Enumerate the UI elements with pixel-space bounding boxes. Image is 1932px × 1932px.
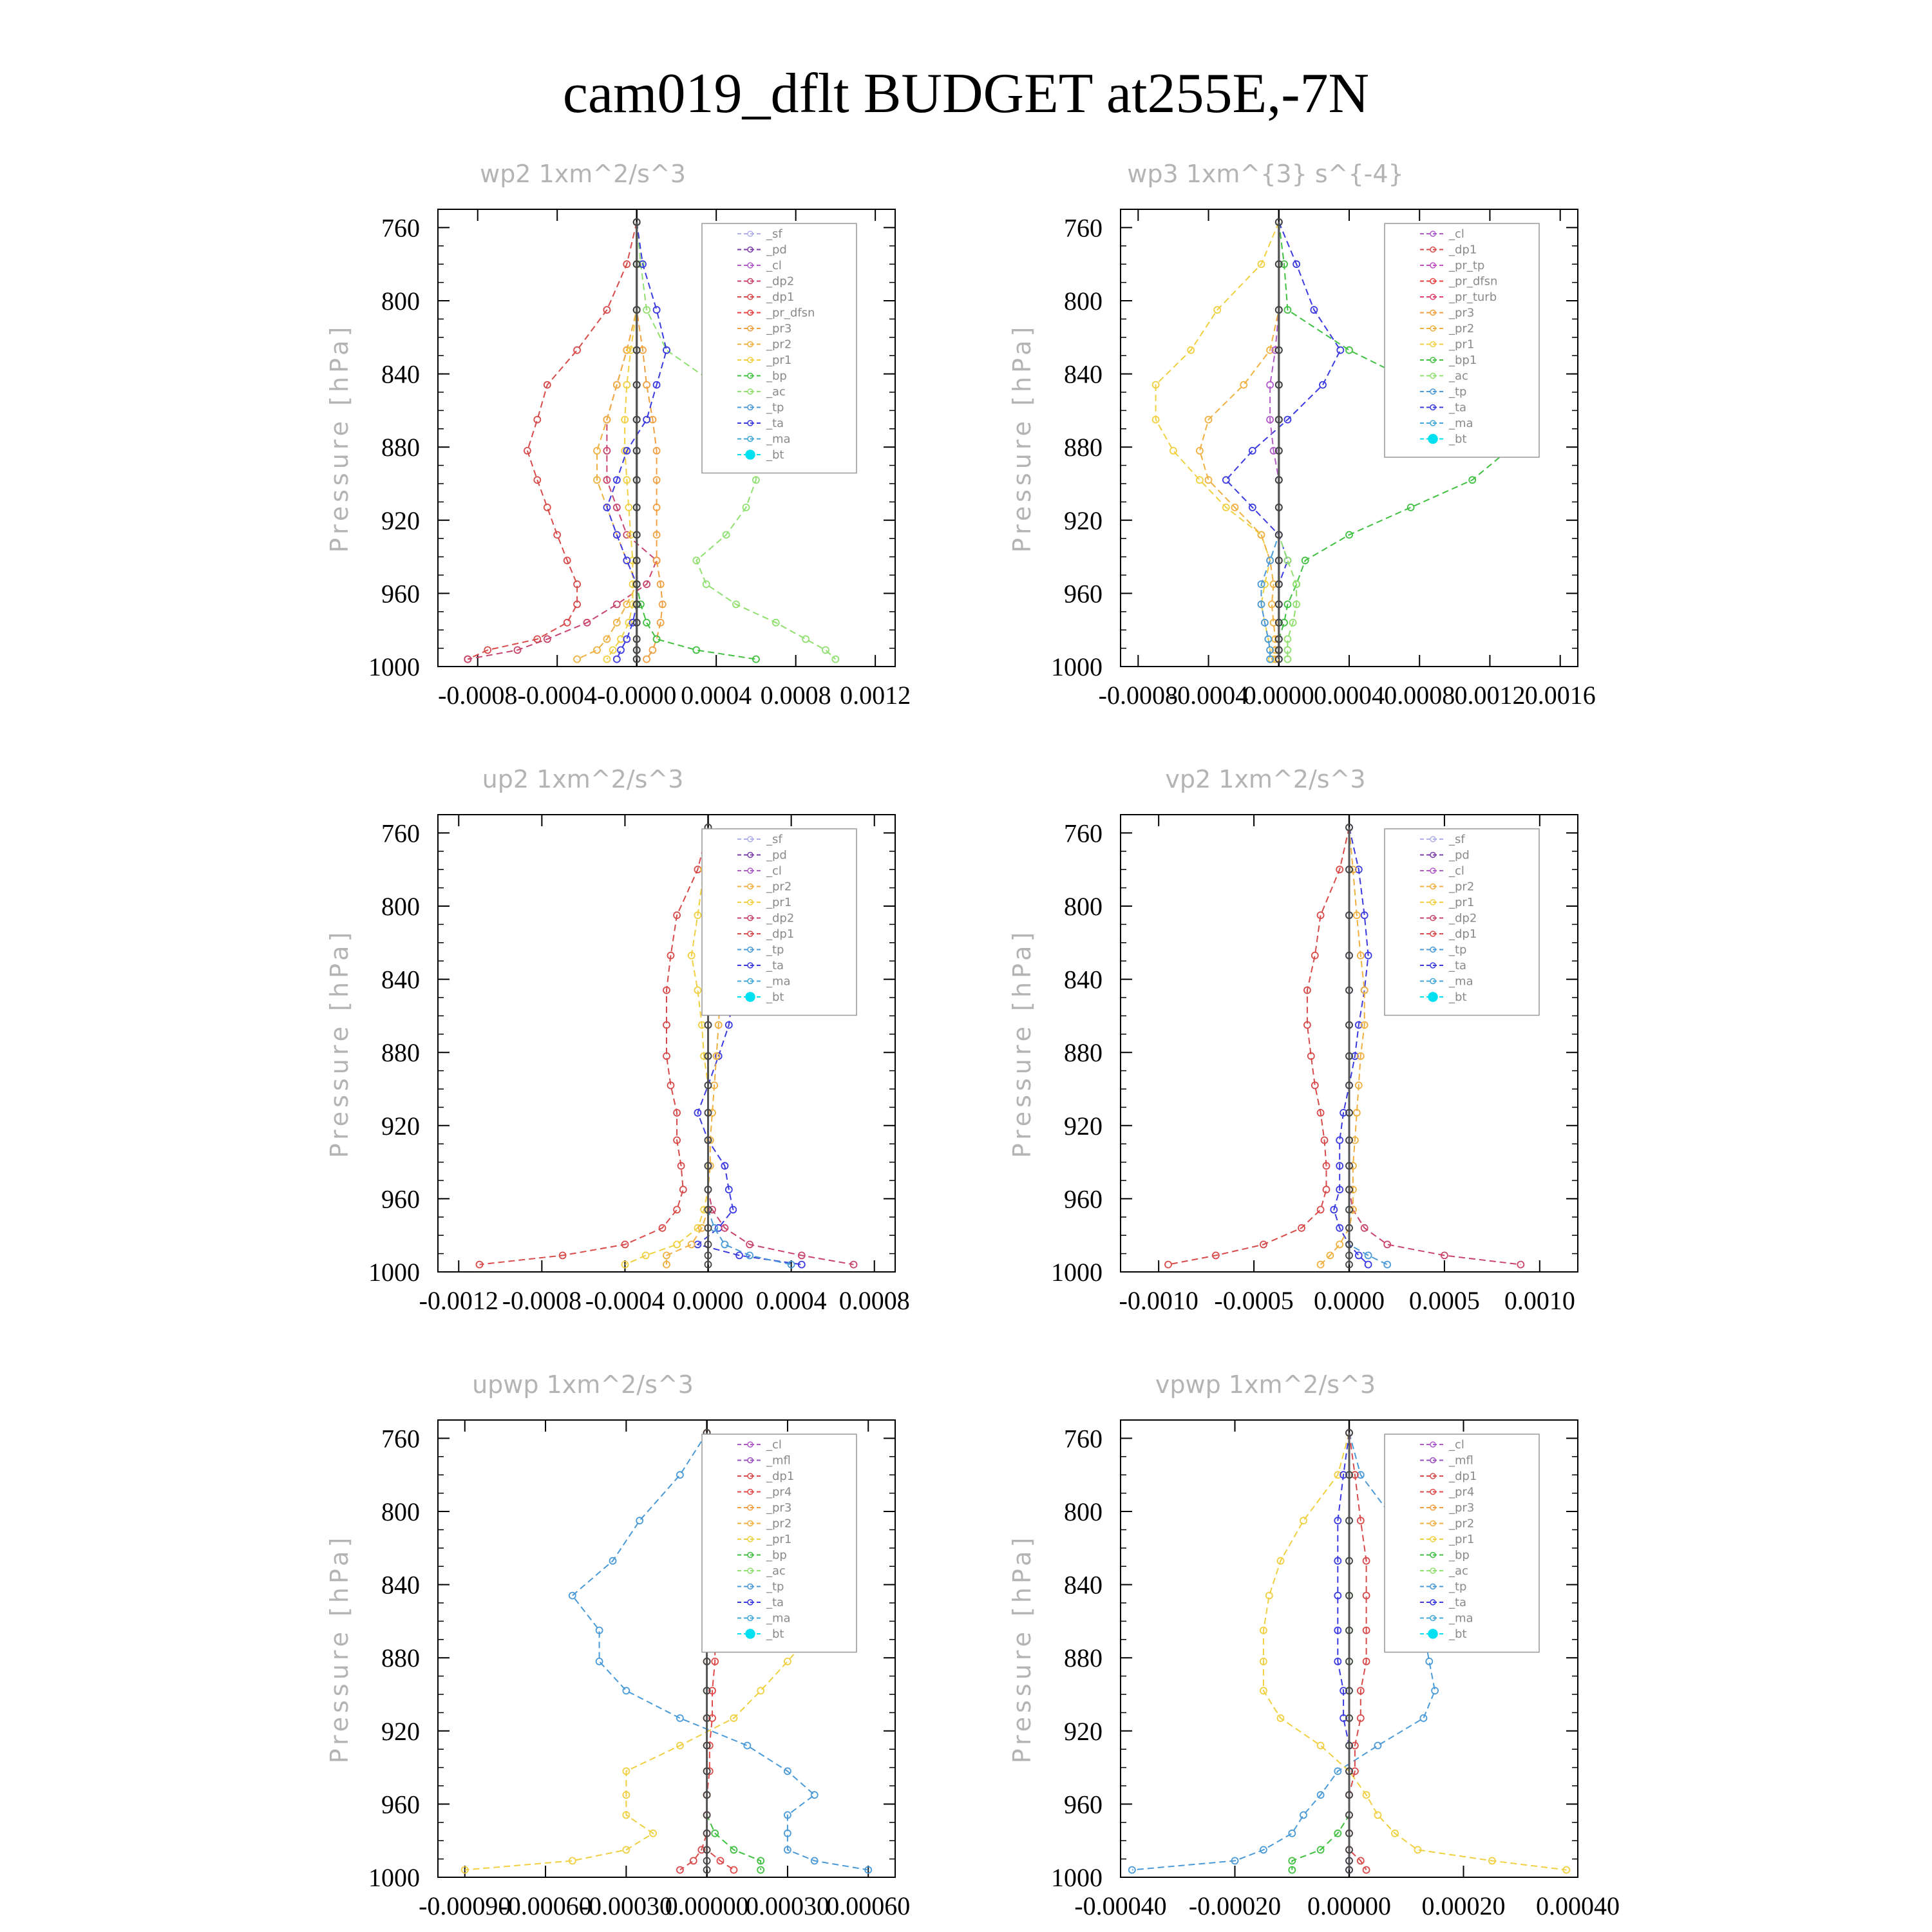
legend-labelpr1: _pr1 [1449, 1533, 1475, 1546]
legend-labelpr1: _pr1 [1449, 337, 1475, 352]
wp3-pointpr1 [1170, 448, 1177, 454]
vpwp-ytick-label: 800 [1064, 1497, 1103, 1526]
wp2-ytick-label: 960 [381, 579, 420, 609]
legend-labelpr1: _pr1 [1449, 896, 1475, 909]
legend-labelta: _ta [1449, 959, 1467, 972]
legend-labelpr3: _pr3 [766, 1501, 792, 1515]
vp2-series-linepr2 [1321, 828, 1365, 1265]
wp2-pointdp2 [614, 601, 620, 607]
up2-ytick-label: 880 [381, 1038, 420, 1068]
upwp-pointtp [677, 1472, 683, 1478]
legend-labelcl: _cl [1449, 227, 1464, 241]
vpwp-pointpr1 [1300, 1517, 1307, 1524]
legend-labelma: _ma [1449, 417, 1473, 430]
vpwp-pointtp [1289, 1830, 1295, 1837]
legend-labelpr2: _pr2 [1449, 880, 1475, 894]
wp3-pointac [1284, 557, 1291, 564]
wp3-ytick-label: 800 [1064, 287, 1103, 316]
legend-labelsf: _sf [766, 227, 782, 241]
panel-vp2 [985, 760, 1662, 1327]
wp3-pointpr2 [1206, 477, 1212, 483]
legend-labelbt: _bt [1449, 990, 1467, 1004]
legend-labelta: _ta [766, 1596, 784, 1609]
wp2-pointdp1 [564, 620, 571, 626]
wp3-pointta [1337, 347, 1343, 354]
upwp-ytick-label: 840 [381, 1570, 420, 1600]
wp2-pointta [618, 647, 624, 653]
up2-xtick-label: -0.0012 [419, 1286, 498, 1315]
legend-labelpr-dfsn: _pr_dfsn [1449, 274, 1498, 289]
wp3-pointpr1 [1197, 477, 1203, 483]
legend-labelta: _ta [1449, 1596, 1467, 1609]
upwp-pointpr1 [757, 1687, 764, 1694]
legend-labelta: _ta [1449, 401, 1467, 415]
legend-labelpr2: _pr2 [1449, 322, 1475, 336]
up2-pointpr1 [674, 1241, 680, 1247]
upwp-pointdp1 [677, 1867, 683, 1873]
wp2-ytick-label: 880 [381, 433, 420, 462]
vpwp-title: vpwp 1xm^2/s^3 [1155, 1370, 1376, 1399]
legend-labelta: _ta [766, 417, 784, 430]
up2-ytick-label: 1000 [368, 1258, 420, 1287]
upwp-pointpr4 [730, 1867, 737, 1873]
legend-labelbt: _bt [766, 448, 784, 462]
vpwp-xtick-label: 0.00020 [1421, 1891, 1506, 1920]
wp3-ytick-label: 880 [1064, 433, 1103, 462]
upwp-ytick-label: 920 [381, 1716, 420, 1746]
legend-labelbt: _bt [1449, 1627, 1467, 1641]
panel-upwp [303, 1365, 979, 1932]
vp2-title: vp2 1xm^2/s^3 [1165, 765, 1366, 793]
legend-labelbp: _bp [766, 1548, 787, 1562]
vp2-ytick-label: 880 [1064, 1038, 1103, 1068]
upwp-pointtp [811, 1792, 818, 1798]
upwp-pointtp [677, 1715, 683, 1721]
wp2-ytick-label: 1000 [368, 652, 420, 681]
upwp-ytick-label: 1000 [368, 1863, 420, 1892]
legend-labelma: _ma [766, 1611, 791, 1625]
vpwp-xtick-label: 0.00000 [1307, 1891, 1391, 1920]
vp2-ytick-label: 1000 [1051, 1258, 1103, 1287]
legend-labelpr2: _pr2 [1449, 1517, 1475, 1531]
wp2-pointta [654, 307, 660, 313]
wp2-pointpr2 [574, 656, 580, 663]
legend-labelbt: _bt [766, 990, 784, 1004]
legend-markerbt [1428, 992, 1437, 1001]
vpwp-pointpr1 [1374, 1812, 1381, 1818]
up2-xtick-label: 0.0008 [838, 1286, 910, 1315]
legend-labelpd: _pd [766, 848, 787, 862]
wp3-series-linecl [1270, 222, 1279, 659]
legend-labelac: _ac [1449, 1564, 1468, 1578]
legend-labelpr2: _pr2 [766, 1517, 792, 1531]
legend-labelpr2: _pr2 [766, 337, 792, 352]
legend-labelma: _ma [1449, 974, 1473, 989]
upwp-pointbp [757, 1867, 764, 1873]
upwp-xtick-label: 0.00000 [665, 1891, 749, 1920]
wp3-xtick-label: 0.0008 [1384, 681, 1455, 710]
wp3-ytick-label: 760 [1064, 213, 1103, 243]
up2-ytick-label: 960 [381, 1184, 420, 1214]
up2-ylabel: Pressure [hPa] [325, 928, 354, 1159]
wp2-xtick-label: 0.0004 [681, 681, 752, 710]
vpwp-ylabel: Pressure [hPa] [1008, 1533, 1036, 1764]
legend-labelpd: _pd [766, 243, 787, 257]
vp2-ytick-label: 920 [1064, 1111, 1103, 1141]
legend-labelpr-dfsn: _pr_dfsn [766, 306, 815, 320]
legend-labelma: _ma [1449, 1611, 1473, 1625]
wp3-ylabel: Pressure [hPa] [1008, 323, 1036, 553]
legend-labelpr3: _pr3 [1449, 306, 1475, 320]
legend-markerbt [746, 450, 755, 459]
legend-labelpr2: _pr2 [766, 880, 792, 894]
upwp-xtick-label: -0.00090 [419, 1891, 511, 1920]
vpwp-series-linedp1 [1349, 1433, 1367, 1870]
wp2-ytick-label: 920 [381, 506, 420, 535]
up2-title: up2 1xm^2/s^3 [482, 765, 684, 793]
legend-labelma: _ma [766, 974, 791, 989]
vp2-pointta [1365, 1262, 1372, 1268]
upwp-ytick-label: 800 [381, 1497, 420, 1526]
legend-labelac: _ac [1449, 369, 1468, 383]
wp3-ytick-label: 1000 [1051, 652, 1103, 681]
vpwp-xtick-label: -0.00020 [1188, 1891, 1282, 1920]
vp2-xtick-label: 0.0010 [1504, 1286, 1575, 1315]
wp3-pointta [1249, 448, 1256, 454]
wp3-ytick-label: 920 [1064, 506, 1103, 535]
vpwp-ytick-label: 760 [1064, 1424, 1103, 1454]
wp2-pointta [614, 656, 620, 663]
vpwp-pointdp1 [1363, 1867, 1370, 1873]
up2-pointdp1 [674, 1206, 680, 1213]
wp3-series-lineta [1226, 222, 1341, 659]
wp2-pointac [822, 647, 829, 653]
wp3-pointbp1 [1408, 504, 1414, 511]
legend-labelcl: _cl [1449, 1438, 1464, 1452]
vp2-ylabel: Pressure [hPa] [1008, 928, 1036, 1159]
wp3-xtick-label: -0.0008 [1098, 681, 1178, 710]
legend-labelpr1: _pr1 [766, 354, 792, 367]
wp2-series-linedp2 [468, 222, 656, 659]
wp3-xtick-label: 0.0016 [1524, 681, 1596, 710]
legend-labeldp2: _dp2 [766, 274, 795, 289]
legend-labeldp1: _dp1 [1449, 243, 1477, 257]
legend-labeltp: _tp [766, 1580, 784, 1594]
panel-vpwp [985, 1365, 1662, 1932]
vp2-ytick-label: 960 [1064, 1184, 1103, 1214]
upwp-pointpr1 [784, 1658, 791, 1665]
upwp-pointtp [569, 1593, 576, 1599]
wp2-pointdp1 [574, 347, 580, 354]
legend-labelbp: _bp [1449, 1548, 1470, 1562]
upwp-pointtp [596, 1658, 603, 1665]
legend-labelpr1: _pr1 [766, 896, 792, 909]
upwp-xtick-label: 0.00030 [745, 1891, 829, 1920]
vpwp-ytick-label: 840 [1064, 1570, 1103, 1600]
legend-labelmfl: _mfl [1449, 1454, 1473, 1468]
up2-series-linedp1 [480, 828, 708, 1265]
vpwp-pointtp [1420, 1715, 1426, 1721]
vpwp-xtick-label: -0.00040 [1074, 1891, 1167, 1920]
wp2-pointdp1 [554, 532, 560, 538]
upwp-pointtp [744, 1743, 750, 1749]
legend-labelbt: _bt [1449, 432, 1467, 446]
figure-title: cam019_dflt BUDGET at255E,-7N [562, 62, 1370, 125]
up2-xtick-label: -0.0008 [502, 1286, 582, 1315]
upwp-pointtp [623, 1687, 629, 1694]
wp2-pointdp1 [544, 504, 551, 511]
wp3-xtick-label: 0.0000 [1243, 681, 1314, 710]
legend-labeltp: _tp [1449, 1580, 1467, 1594]
wp3-xtick-label: -0.0004 [1168, 681, 1249, 710]
up2-ytick-label: 920 [381, 1111, 420, 1141]
legend-labelcl: _cl [766, 259, 782, 272]
upwp-pointtp [636, 1517, 643, 1524]
vp2-ytick-label: 800 [1064, 892, 1103, 921]
up2-xtick-label: -0.0004 [585, 1286, 665, 1315]
vp2-pointdp1 [1165, 1262, 1171, 1268]
upwp-ytick-label: 960 [381, 1790, 420, 1819]
legend-labeldp1: _dp1 [766, 1470, 795, 1483]
vp2-series-linedp1 [1168, 828, 1349, 1265]
wp2-ytick-label: 800 [381, 287, 420, 316]
vp2-pointta [1356, 1252, 1362, 1258]
up2-pointdp1 [680, 1186, 687, 1193]
legend-labelbt: _bt [766, 1627, 784, 1641]
legend-labelsf: _sf [1449, 833, 1465, 846]
wp2-pointpr2 [594, 448, 600, 454]
up2-ytick-label: 760 [381, 819, 420, 848]
upwp-xtick-label: -0.00030 [580, 1891, 673, 1920]
upwp-ytick-label: 880 [381, 1643, 420, 1673]
legend-labelpr3: _pr3 [766, 322, 792, 336]
vpwp-xtick-label: 0.00040 [1536, 1891, 1620, 1920]
wp3-series-lineac [1279, 222, 1296, 659]
legend-markerbt [746, 1629, 755, 1638]
wp2-pointpr3 [649, 647, 656, 653]
wp2-xtick-label: -0.0000 [597, 681, 677, 710]
legend-labelpd: _pd [1449, 848, 1470, 862]
legend-labelpr4: _pr4 [1449, 1485, 1475, 1499]
legend-labeltp: _tp [1449, 943, 1467, 957]
legend-labeltp: _tp [766, 943, 784, 957]
panel-wp2 [303, 155, 979, 721]
vp2-pointdp1 [1318, 1206, 1324, 1213]
legend-labelbp: _bp [766, 369, 787, 383]
up2-xtick-label: 0.0004 [755, 1286, 827, 1315]
legend-labelpr3: _pr3 [1449, 1501, 1475, 1515]
panel-wp3 [985, 155, 1662, 721]
vp2-ytick-label: 760 [1064, 819, 1103, 848]
wp3-xtick-label: 0.0012 [1454, 681, 1526, 710]
wp2-pointpr2 [594, 647, 600, 653]
up2-ytick-label: 800 [381, 892, 420, 921]
legend-labelac: _ac [766, 1564, 786, 1578]
legend-labeldp1: _dp1 [766, 927, 795, 941]
wp2-ytick-label: 840 [381, 359, 420, 389]
legend-labeldp1: _dp1 [1449, 927, 1477, 941]
legend-markerbt [1428, 435, 1437, 444]
wp3-ytick-label: 960 [1064, 579, 1103, 609]
legend-labelma: _ma [766, 432, 791, 446]
wp3-pointpr2 [1240, 382, 1247, 388]
upwp-xtick-label: 0.00060 [826, 1891, 911, 1920]
up2-xtick-label: 0.0000 [672, 1286, 744, 1315]
upwp-title: upwp 1xm^2/s^3 [472, 1370, 694, 1399]
wp2-xtick-label: 0.0008 [760, 681, 831, 710]
upwp-pointdp1 [690, 1857, 697, 1864]
legend-labeldp2: _dp2 [1449, 911, 1477, 925]
legend-labeldp1: _dp1 [766, 290, 795, 304]
vpwp-ytick-label: 960 [1064, 1790, 1103, 1819]
legend-labelpr-turb: _pr_turb [1449, 290, 1497, 304]
vp2-xtick-label: -0.0010 [1119, 1286, 1198, 1315]
upwp-xtick-label: -0.00060 [499, 1891, 592, 1920]
wp3-pointbp1 [1346, 347, 1352, 354]
vp2-ytick-label: 840 [1064, 965, 1103, 994]
up2-pointtp [721, 1241, 728, 1247]
vp2-pointdp2 [1517, 1262, 1524, 1268]
legend-labelbp1: _bp1 [1449, 354, 1477, 367]
panel-up2 [303, 760, 979, 1327]
wp2-pointac [802, 636, 809, 642]
legend-labelcl: _cl [1449, 864, 1464, 878]
vpwp-pointtp [1300, 1812, 1307, 1818]
legend-labelsf: _sf [766, 833, 782, 846]
wp2-pointpr3 [643, 656, 650, 663]
wp2-ytick-label: 760 [381, 213, 420, 243]
legend-labeltp: _tp [766, 401, 784, 415]
legend-labelta: _ta [766, 959, 784, 972]
wp2-title: wp2 1xm^2/s^3 [480, 160, 686, 188]
legend-labeldp1: _dp1 [1449, 1470, 1477, 1483]
up2-series-linepr1 [625, 828, 708, 1265]
vpwp-ytick-label: 1000 [1051, 1863, 1103, 1892]
legend-labelcl: _cl [766, 1438, 782, 1452]
legend-labelac: _ac [766, 385, 786, 399]
wp2-series-linedp1 [468, 222, 636, 659]
upwp-ylabel: Pressure [hPa] [325, 1533, 354, 1764]
legend-markerbt [1428, 1629, 1437, 1638]
wp3-ytick-label: 840 [1064, 359, 1103, 389]
wp2-pointdp1 [534, 417, 540, 423]
wp2-pointbp [643, 620, 650, 626]
wp2-ylabel: Pressure [hPa] [325, 323, 354, 553]
legend-labeldp2: _dp2 [766, 911, 795, 925]
wp2-xtick-label: 0.0012 [840, 681, 911, 710]
wp3-xtick-label: 0.0004 [1314, 681, 1385, 710]
upwp-ytick-label: 760 [381, 1424, 420, 1454]
legend-labelpr1: _pr1 [766, 1533, 792, 1546]
wp2-series-linepr1 [607, 222, 636, 659]
vpwp-pointpr1 [1318, 1743, 1324, 1749]
legend-labelpr-tp: _pr_tp [1449, 259, 1485, 272]
legend-markerbt [746, 992, 755, 1001]
wp2-xtick-label: -0.0004 [517, 681, 597, 710]
legend-labeltp: _tp [1449, 385, 1467, 399]
vp2-pointpr2 [1336, 1241, 1343, 1247]
up2-pointpr2 [688, 1241, 695, 1247]
vpwp-ytick-label: 920 [1064, 1716, 1103, 1746]
up2-pointtp [711, 1225, 717, 1231]
vp2-pointtp [1384, 1262, 1390, 1268]
wp3-series-linepr1 [1156, 222, 1279, 659]
vpwp-pointtp [1374, 1743, 1381, 1749]
vp2-xtick-label: 0.0005 [1408, 1286, 1480, 1315]
wp2-pointac [703, 581, 710, 587]
vp2-xtick-label: 0.0000 [1314, 1286, 1385, 1315]
legend-labelpr4: _pr4 [766, 1485, 792, 1499]
wp3-title: wp3 1xm^{3} s^{-4} [1127, 160, 1404, 188]
vpwp-ytick-label: 880 [1064, 1643, 1103, 1673]
vp2-xtick-label: -0.0005 [1214, 1286, 1294, 1315]
up2-ytick-label: 840 [381, 965, 420, 994]
legend-labelmfl: _mfl [766, 1454, 791, 1468]
wp3-pointta [1223, 477, 1229, 483]
legend-labelcl: _cl [766, 864, 782, 878]
vpwp-series-lineta [1338, 1433, 1349, 1870]
wp2-xtick-label: -0.0008 [438, 681, 518, 710]
